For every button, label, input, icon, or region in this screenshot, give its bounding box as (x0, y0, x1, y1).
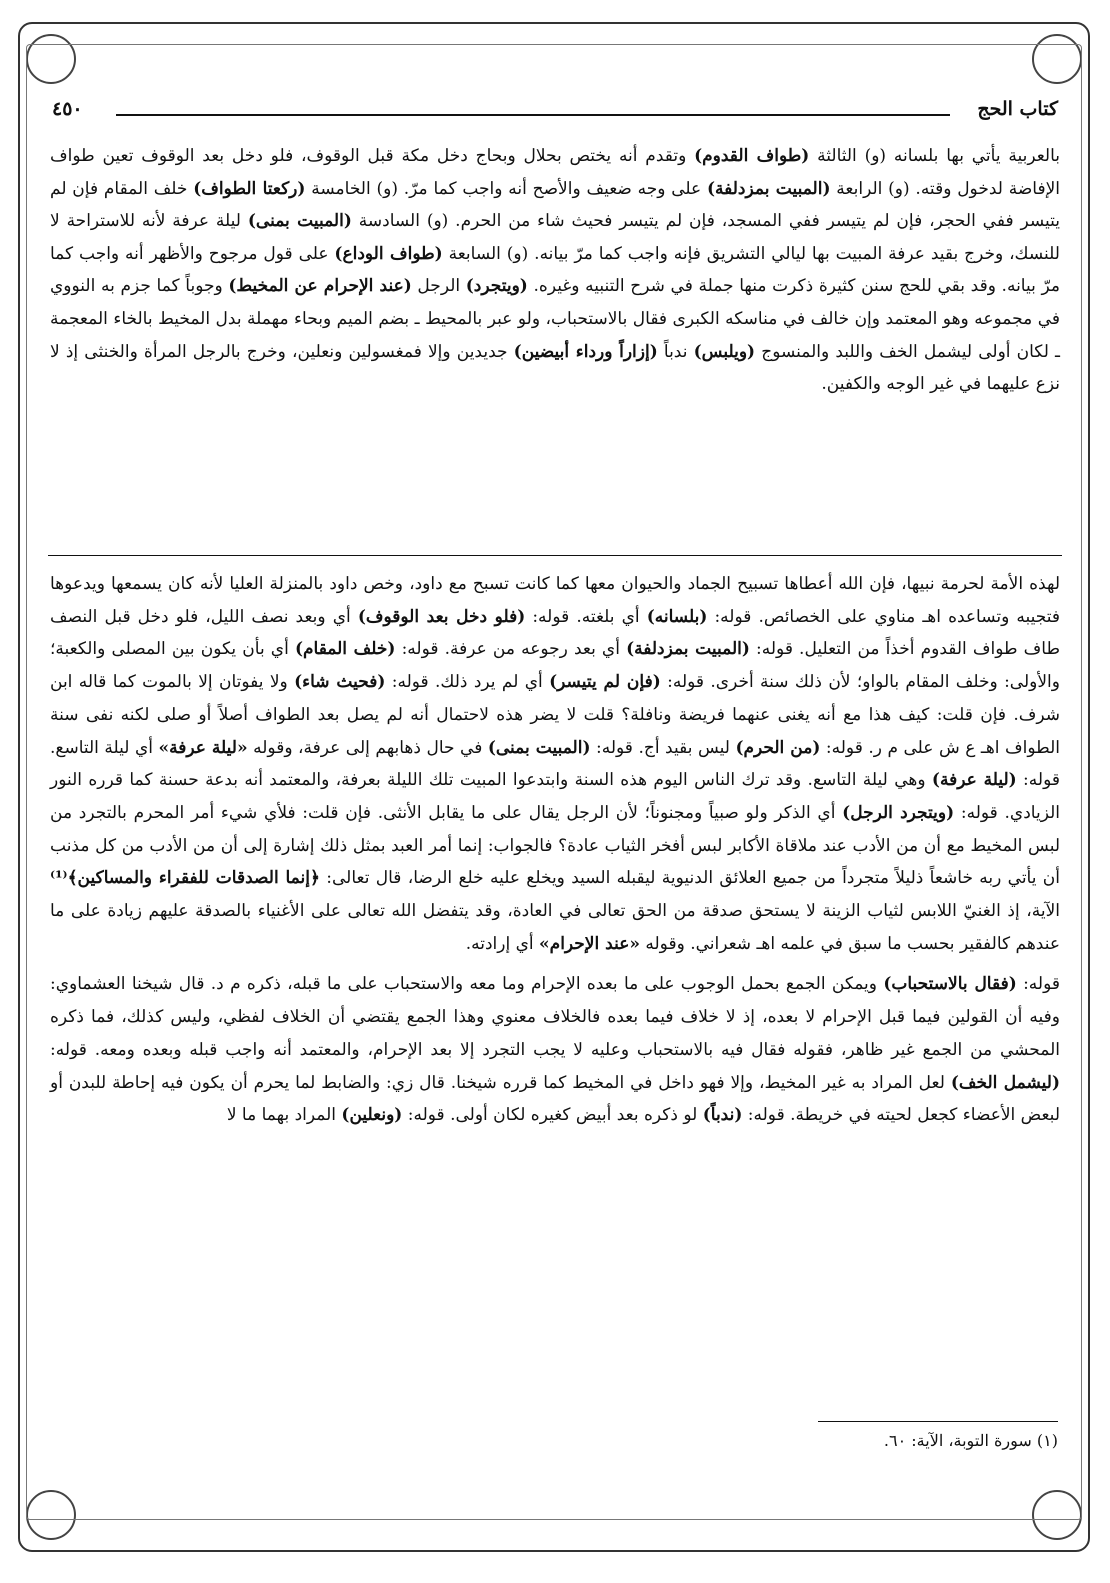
commentary-term: (خلف المقام) (294, 639, 396, 660)
main-text-term: (المبيت بمزدلفة) (707, 178, 831, 199)
commentary-term: (المبيت بمزدلفة) (626, 639, 750, 660)
commentary-span: المراد بهما ما لا (226, 1105, 342, 1126)
main-text-span: على قول مرجوح والأظهر أنه واجب كما مرّ بيانه. وقد بقي للحج سنن كثيرة ذكرت منها جملة في شرح التنبيه وغيره. (50, 243, 1060, 297)
page-header (52, 98, 1058, 128)
commentary-span: لهذه الأمة لحرمة نبيها، فإن الله أعطاها تسبيح الجماد والحيوان معها كما كانت تسبح مع داود، وخص داود بالمنزلة العليا لأنه كان يسمعها ويدعوها فتجيبه وتساعده اهـ مناوي على الخصائص. قوله: (50, 574, 1061, 627)
commentary-paragraph (50, 968, 1060, 1132)
main-text-span: ليلة عرفة لأنه للاستراحة لا للنسك، وخرج بقيد عرفة المبيت بها ليالي التشريق فإنه واجب كما مرّ بيانه. (و) السابعة (50, 211, 1060, 264)
footnote-rule (818, 1421, 1058, 1422)
commentary-term: (فإن لم يتيسر) (549, 672, 661, 693)
main-text-span: بالعربية يأتي بها بلسانه (و) الثالثة (809, 146, 1061, 166)
main-text-term: (ويلبس) (693, 341, 756, 362)
commentary-span: أي بأن يكون بين المصلى والكعبة؛ والأولى: وخلف المقام بالواو؛ لأن ذلك سنة أخرى. قوله: (50, 639, 1060, 693)
commentary-term: (ليشمل الخف) (950, 1072, 1060, 1093)
book-title: كتاب الحج (977, 98, 1058, 120)
commentary-span: أي لم يرد ذلك. قوله: (385, 672, 550, 693)
commentary-span: الآية، إذ الغنيّ اللابس لثياب الزينة لا يستحق صدقة من الحق تعالى في العادة، وقد يتفضل الله تعالى على الأغنياء بالصدقة عليهم زيادة على ما عندهم كالفقير بحسب ما سبق في علمه اهـ شعراني. وقوله (50, 901, 1060, 954)
commentary-span: ويمكن الجمع بحمل الوجوب على ما بعده الإحرام وما معه والاستحباب على ما قبله، ذكره م د. قال شيخنا العشماوي: وفيه أن القولين فيما قبل الإحرام لا بعده، إذ لا خلاف فيما بعده فالخلاف معنوي وهذا الجمع يقتضي أن الخلاف لفظي، وليس كذلك، فما ذكره المحشي من الجمع غير ظاهر، فقوله فقال فيه بالاستحباب وعليه لا يجب التجرد إلا بعد الإحرام، والمعتمد أنه واجب قبله وبعده ومعه. قوله: (50, 974, 1060, 1060)
commentary-span: قوله: (1016, 974, 1061, 995)
commentary-term: (فحيث شاء) (294, 672, 386, 693)
commentary-span: في حال ذهابهم إلى عرفة، وقوله (247, 737, 488, 758)
main-text-term: (ركعتا الطواف) (193, 178, 306, 199)
main-text-span: الرجل (411, 276, 466, 297)
main-text-term: (ويتجرد) (465, 276, 528, 297)
commentary-span: لعل المراد به غير المخيط، وإلا فهو داخل في المخيط كما قرره شيخنا. قال زي: والضابط لما يحرم أن يكون فيه إحاطة للبدن أو لبعض الأعضاء كجعل لحيته في خريطة. قوله: (50, 1072, 1060, 1126)
commentary-term: (المبيت بمنى) (487, 737, 591, 758)
commentary-span: وهي ليلة التاسع. وقد ترك الناس اليوم هذه السنة وابتدعوا المبيت تلك الليلة بعرفة، والمعتمد أنه بدعة حسنة كما قرره النور الزيادي. قوله: (50, 770, 1060, 823)
commentary-term: (بلسانه) (646, 606, 708, 627)
section-separator (48, 555, 1062, 556)
footnote: (١) سورة التوبة، الآية: ٦٠. (883, 1431, 1058, 1450)
main-text-term: (إزاراً ورداء أبيضين) (513, 341, 658, 362)
commentary-term: (ندباً) (702, 1105, 743, 1126)
page-number: ٤٥٠ (52, 98, 83, 120)
commentary-span: أي ليلة التاسع. قوله: (50, 737, 1060, 791)
main-text-span: وتقدم أنه يختص بحلال وبحاج دخل مكة قبل الوقوف، فلو دخل بعد الوقوف تعين طواف الإفاضة لدخول وقته. (و) الرابعة (50, 146, 1061, 199)
commentary-term: «ليلة عرفة» (158, 737, 248, 758)
header-rule (116, 114, 950, 116)
main-text-term: (طواف القدوم) (694, 146, 810, 166)
commentary-term: (ويتجرد الرجل) (842, 802, 955, 823)
main-text-span: جديدين وإلا فمغسولين ونعلين، وخرج بالرجل المرأة والخنثى إذ لا نزع عليهما في غير الوجه والكفين. (50, 341, 1060, 395)
commentary-term: «عند الإحرام» (539, 933, 640, 954)
main-text-span: على وجه ضعيف والأصح أنه واجب كما مرّ. (و) الخامسة (305, 178, 707, 199)
commentary-term: (فقال بالاستحباب) (883, 974, 1017, 995)
main-text-term: (المبيت بمنى) (247, 211, 352, 232)
commentary-span: أي بعد رجوعه من عرفة. قوله: (395, 639, 627, 660)
commentary-span: أي إرادته. (465, 933, 540, 954)
main-text-term: (عند الإحرام عن المخيط) (228, 276, 412, 297)
commentary-span: أي بلغته. قوله: (525, 606, 647, 627)
commentary-paragraph (50, 568, 1060, 960)
commentary (50, 568, 1060, 1132)
commentary-span: ليس بقيد أج. قوله: (590, 737, 736, 758)
main-text-span: وجوباً كما جزم به النووي في مجموعه وهو المعتمد وإن خالف في مناسكه الكبرى فقال بالاستحباب، ولو عبر بالمحيط ـ بضم الميم وبحاء مهملة بدل المخيط بالخاء المعجمة ـ لكان أولى ليشمل الخف واللبد والمنسوج (50, 276, 1060, 362)
commentary-term: (من الحرم) (735, 737, 821, 758)
commentary-term: (فلو دخل بعد الوقوف) (357, 606, 526, 627)
commentary-span: أي الذكر ولو صبياً ومجنوناً؛ لأن الرجل يقال على ما يقابل الأنثى. فإن قلت: فلأي شيء أمر المحرم بالتجرد من لبس المخيط مع أن من الأدب عند ملاقاة الأكابر لبس أفخر الثياب عادة؟ فالجواب: إنما أمر العبد بمثل ذلك إشارة إلى أن من الأدب من كل مذنب أن يأتي ربه خاشعاً ذليلاً متجرداً من جميع العلائق الدنيوية ليقبله السيد ويخلع عليه خلع الرضا، قال تعالى: (50, 802, 1060, 889)
main-text-span: ندباً (657, 341, 694, 362)
commentary-term: (ونعلين) (341, 1105, 403, 1126)
commentary-span: لو ذكره بعد أبيض كغيره لكان أولى. قوله: (402, 1105, 703, 1126)
main-text (50, 140, 1060, 401)
main-text-term: (طواف الوداع) (334, 243, 443, 264)
commentary-term: (ليلة عرفة) (931, 770, 1017, 791)
main-text-span: خلف المقام فإن لم يتيسر ففي الحجر، فإن لم يتيسر ففي المسجد، فإن لم يتيسر فحيث شاء من الحرم. (و) السادسة (50, 178, 1060, 232)
commentary-span: أي وبعد نصف الليل، فلو دخل قبل النصف طاف طواف القدوم أخذاً من التعليل. قوله: (50, 606, 1061, 660)
commentary-span: ولا يفوتان إلا بالموت كما قاله ابن شرف. فإن قلت: كيف هذا مع أنه يغنى عنهما فريضة ونافلة؟ قلت لا يضر هذه لاحتمال أنه لم يصل بعد الطواف أصلاً أو صلى لكنه نفى سنة الطواف اهـ ع ش على م ر. قوله: (50, 672, 1061, 758)
quran-verse: ﴿إنما الصدقات للفقراء والمساكين﴾⁽¹⁾ (50, 868, 320, 889)
